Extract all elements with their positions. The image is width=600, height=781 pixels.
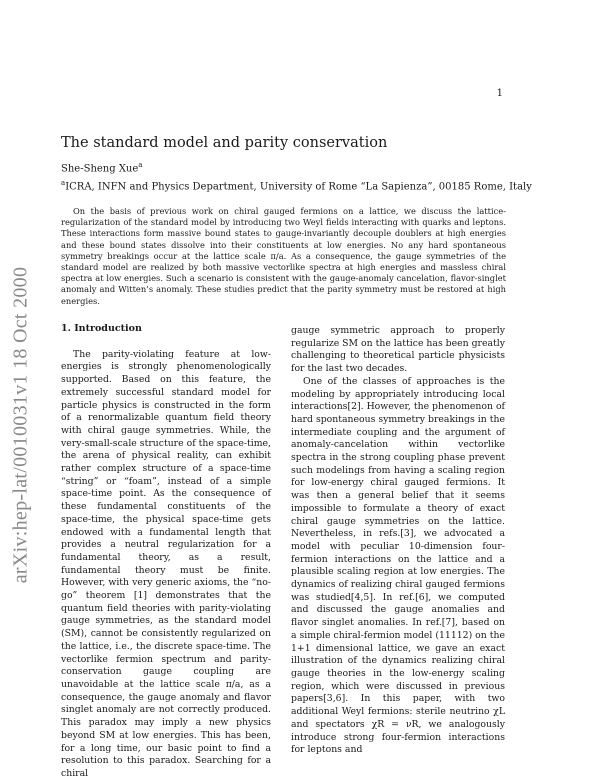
arxiv-id: arXiv:hep-lat/0010031v1 18 Oct 2000 bbox=[9, 266, 32, 584]
author-affil-mark: a bbox=[138, 161, 143, 169]
author-name: She-Sheng Xue bbox=[61, 163, 139, 175]
intro-paragraph-1-cont: gauge symmetric approach to properly regularize SM on the lattice has been greatly challenging to theoretical particle physicists for the last two decades. bbox=[291, 325, 505, 375]
intro-paragraph-2: One of the classes of approaches is the modeling by appropriately introducing local interactions[2]. However, the phenomenon of hard spontaneous symmetry breakings in the intermediate coupling and the argument of anomaly-cancelation within vectorlike spectra in the strong coupling phase prevent such modelings from having a scaling region for low-energy chiral gauged fermions. It was then a general belief that it seems impossible to formulate a theory of exact chiral gauge symmetries on the lattice. Nevertheless, in refs.[3], we advocated a model with peculiar 10-dimension four-fermion interactions on the lattice and a plausible scaling region at low energies. The dynamics of realizing chiral gauged fermions was studied[4,5]. In ref.[6], we computed and discussed the gauge anomalies and flavor singlet anomalies. In ref.[7], based on a simple chiral-fermion model (11112) on the 1+1 dimensional lattice, we gave an exact illustration of the dynamics realizing chiral gauge theories in the low-energy scaling region, which were discussed in previous papers[3,6]. In this paper, with two additional Weyl fermions: sterile neutrino χL and spectators χR = νR, we analogously introduce strong four-fermion interactions for leptons and bbox=[291, 375, 505, 756]
affiliation-text: ICRA, INFN and Physics Department, University of Rome “La Sapienza”, 00185 Rome, Italy bbox=[65, 181, 532, 193]
affiliation-line bbox=[61, 179, 532, 192]
section-heading: 1. Introduction bbox=[61, 323, 142, 334]
paper-title: The standard model and parity conservation bbox=[61, 135, 388, 151]
arxiv-stamp bbox=[6, 210, 36, 640]
author-line bbox=[61, 161, 142, 174]
intro-paragraph-1: The parity-violating feature at low-energies is strongly phenomenologically supported. Based on this feature, the extremely successful standard model for particle physics is constructed in the form of a renormalizable quantum field theory with chiral gauge symmetries. While, the very-small-scale structure of the space-time, the arena of physical reality, can exhibit rather complex structure of a space-time “string” or “foam”, instead of a simple space-time point. As the consequence of these fundamental constituents of the space-time, the physical space-time gets endowed with a fundamental length that provides a neutral regularization for a fundamental theory, as a result, fundamental theory must be finite. However, with very generic axioms, the “no-go” theorem [1] demonstrates that the quantum field theories with parity-violating gauge symmetries, as the standard model (SM), cannot be consistently regularized on the lattice, i.e., the discrete space-time. The vectorlike fermion spectrum and parity-conservation gauge coupling are unavoidable at the lattice scale π/a, as a consequence, the gauge anomaly and flavor singlet anomaly are not correctly produced. This paradox may imply a new physics beyond SM at low energies. This has been, for a long time, our basic point to find a resolution to this paradox. Searching for a chiral bbox=[61, 348, 271, 779]
abstract: On the basis of previous work on chiral gauged fermions on a lattice, we discuss the lattice-regularization of the standard model by introducing two Weyl fields interacting with quarks and leptons. These interactions form massive bound states to gauge-invariantly decouple doublers at high energies and these bound states dissolve into their constituents at low energies. No any hard spontaneous symmetry breakings occur at the lattice scale π/a. As a consequence, the gauge symmetries of the standard model are realized by both massive vectorlike spectra at high energies and massless chiral spectra at low energies. Such a scenario is consistent with the gauge-anomaly cancelation, flavor-singlet anomaly and Witten’s anomaly. These studies predict that the parity symmetry must be restored at high energies. bbox=[61, 206, 506, 306]
right-column bbox=[291, 325, 505, 757]
left-column bbox=[61, 323, 271, 781]
affil-mark: a bbox=[61, 179, 66, 187]
page-number: 1 bbox=[496, 88, 503, 99]
